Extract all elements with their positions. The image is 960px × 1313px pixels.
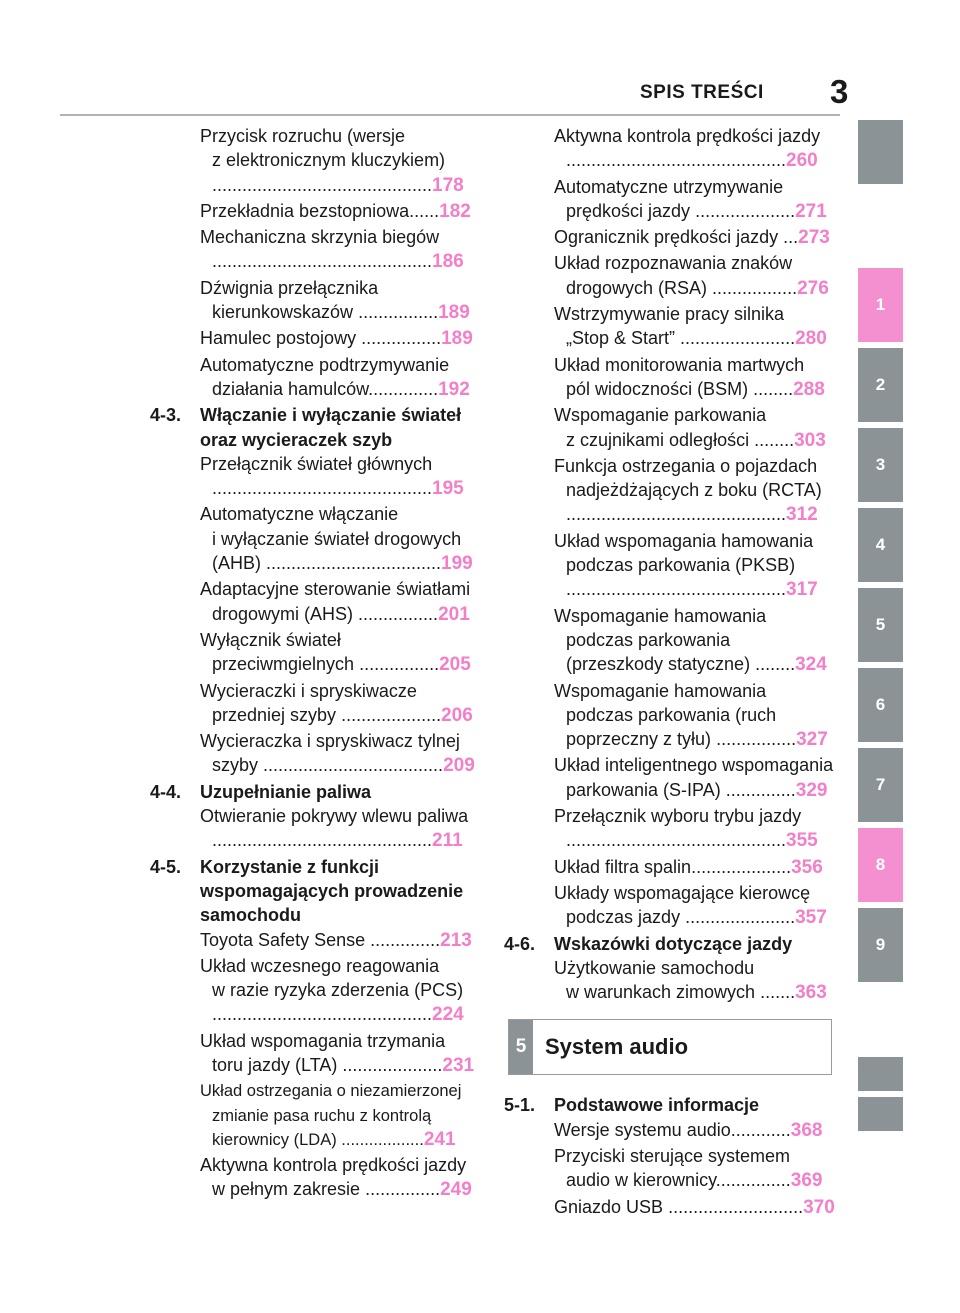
section-title-line: Włączanie i wyłączanie świateł bbox=[200, 405, 462, 426]
toc-entry[interactable] bbox=[150, 954, 476, 1028]
toc-entry-line bbox=[554, 478, 828, 502]
page-link[interactable]: 370 bbox=[803, 1196, 835, 1218]
toc-entry-line bbox=[200, 703, 476, 728]
toc-entry[interactable] bbox=[150, 1153, 476, 1203]
toc-entry-text: Gniazdo USB bbox=[554, 1196, 664, 1217]
toc-entry-text: Wycieraczka i spryskiwacz tylnej bbox=[200, 731, 460, 752]
chapter-tab-blank[interactable] bbox=[858, 1097, 903, 1131]
leader-dots: ................ bbox=[711, 729, 797, 750]
toc-entry-line bbox=[200, 377, 476, 402]
toc-entry-text: podczas parkowania (ruch bbox=[566, 704, 777, 725]
leader-dots: ........ bbox=[750, 654, 796, 675]
toc-entry-text: audio w kierownicy bbox=[566, 1170, 716, 1191]
toc-entry-line bbox=[554, 956, 828, 980]
toc-entry-line bbox=[554, 1168, 828, 1193]
toc-entry-text: Układ monitorowania martwych bbox=[554, 354, 805, 375]
leader-dots: ................ bbox=[353, 302, 439, 323]
toc-entry-line bbox=[554, 148, 828, 173]
leader-dots: ............................................ bbox=[212, 174, 433, 195]
page-link[interactable]: 273 bbox=[798, 227, 830, 249]
page-link[interactable]: 260 bbox=[786, 150, 818, 172]
toc-entry-line bbox=[200, 1029, 476, 1053]
leader-dots: .............. bbox=[720, 779, 796, 800]
toc-entry-text: Automatyczne podtrzymywanie bbox=[200, 354, 450, 375]
toc-entry-line bbox=[200, 828, 476, 853]
chapter-tab-3[interactable]: 3 bbox=[858, 428, 903, 502]
toc-entry-text: Wspomaganie hamowania bbox=[554, 605, 767, 626]
toc-entry-line bbox=[200, 1104, 476, 1128]
leader-dots: ............................................ bbox=[566, 830, 787, 851]
toc-entry[interactable] bbox=[504, 956, 828, 1006]
toc-entry-line bbox=[200, 1079, 476, 1103]
toc-entry[interactable] bbox=[504, 604, 828, 678]
page-link[interactable]: 231 bbox=[442, 1054, 475, 1076]
chapter-tab-2[interactable]: 2 bbox=[858, 348, 903, 422]
toc-entry[interactable] bbox=[504, 1195, 835, 1220]
toc-entry-line bbox=[200, 225, 476, 249]
leader-dots: ................ bbox=[353, 603, 439, 624]
toc-entry-line bbox=[554, 628, 828, 652]
header-divider bbox=[60, 114, 840, 116]
toc-entry-text: Automatyczne utrzymywanie bbox=[554, 176, 784, 197]
toc-entry-line bbox=[554, 502, 828, 527]
page-link[interactable]: 303 bbox=[794, 429, 826, 451]
section-title-line: Wskazówki dotyczące jazdy bbox=[554, 933, 793, 954]
chapter-tab-9[interactable]: 9 bbox=[858, 908, 903, 982]
page-link[interactable]: 192 bbox=[438, 378, 470, 400]
page-link[interactable]: 209 bbox=[443, 755, 475, 777]
section-box-system-audio bbox=[508, 1019, 832, 1075]
toc-entry-text: Układ rozpoznawania znaków bbox=[554, 253, 793, 274]
section-heading bbox=[504, 932, 828, 956]
toc-entry-text: Układ filtra spalin bbox=[554, 856, 692, 877]
leader-dots: ................ bbox=[356, 328, 442, 349]
section-title bbox=[554, 1093, 828, 1117]
toc-entry-text: Wstrzymywanie pracy silnika bbox=[554, 304, 785, 325]
toc-entry-text: Otwieranie pokrywy wlewu paliwa bbox=[200, 806, 469, 827]
page-link[interactable]: 189 bbox=[441, 328, 473, 350]
toc-entry-line bbox=[554, 778, 828, 803]
leader-dots: .............. bbox=[368, 378, 439, 399]
toc-entry-line bbox=[554, 1144, 828, 1168]
leader-dots: ............................................ bbox=[212, 1004, 433, 1025]
toc-entry-line bbox=[554, 604, 828, 628]
toc-entry[interactable] bbox=[150, 276, 476, 326]
toc-entry-line bbox=[200, 173, 476, 198]
leader-dots: ... bbox=[778, 227, 799, 248]
toc-entry-line bbox=[200, 300, 476, 325]
toc-entry-line bbox=[554, 1195, 835, 1220]
toc-entry-text: Wycieraczki i spryskiwacze bbox=[200, 680, 417, 701]
section-title bbox=[200, 780, 476, 804]
section-number: 4-3. bbox=[150, 405, 182, 426]
toc-entry-text: Wspomaganie parkowania bbox=[554, 405, 767, 426]
toc-entry-text: Automatyczne włączanie bbox=[200, 504, 399, 525]
toc-entry[interactable] bbox=[150, 928, 476, 953]
section-heading bbox=[504, 1093, 828, 1117]
section-title bbox=[554, 932, 828, 956]
leader-dots: ............................................ bbox=[212, 478, 433, 499]
toc-entry-text: Przełącznik wyboru trybu jazdy bbox=[554, 806, 802, 827]
page-link[interactable]: 201 bbox=[438, 603, 470, 625]
toc-entry[interactable] bbox=[150, 729, 476, 779]
chapter-tab-6[interactable]: 6 bbox=[858, 668, 903, 742]
section-number: 5-1. bbox=[504, 1095, 536, 1116]
toc-entry-line bbox=[200, 652, 476, 677]
page-link[interactable]: 312 bbox=[786, 504, 818, 526]
leader-dots: ................. bbox=[707, 277, 798, 298]
toc-entry-line bbox=[200, 1128, 476, 1152]
page-link[interactable]: 368 bbox=[790, 1119, 823, 1141]
toc-entry-line bbox=[554, 302, 828, 326]
section-title-line: Podstawowe informacje bbox=[554, 1095, 760, 1116]
toc-entry-text: drogowymi (AHS) bbox=[212, 603, 354, 624]
toc-entry-line bbox=[200, 199, 476, 224]
section-heading bbox=[150, 403, 476, 452]
toc-entry-text: Układ wspomagania trzymania bbox=[200, 1030, 446, 1051]
toc-entry-line bbox=[554, 175, 828, 199]
page-link[interactable]: 206 bbox=[441, 704, 473, 726]
leader-dots: ............ bbox=[730, 1119, 791, 1140]
toc-entry-text: Układ inteligentnego wspomagania bbox=[554, 755, 834, 776]
page-link[interactable]: 205 bbox=[439, 654, 471, 676]
toc-entry[interactable] bbox=[504, 529, 828, 603]
toc-right-column bbox=[504, 124, 835, 1221]
toc-entry-line bbox=[554, 403, 828, 427]
toc-entry-line bbox=[200, 1053, 476, 1078]
toc-entry-text: Wyłącznik świateł bbox=[200, 629, 341, 650]
toc-entry-line bbox=[554, 428, 828, 453]
toc-entry-text: Funkcja ostrzegania o pojazdach bbox=[554, 455, 818, 476]
section-number: 4-5. bbox=[150, 856, 182, 877]
section-title bbox=[200, 403, 476, 452]
leader-dots: .................... bbox=[336, 704, 442, 725]
toc-entry-text: działania hamulców bbox=[212, 378, 369, 399]
toc-entry-text: w warunkach zimowych bbox=[566, 982, 756, 1003]
section-number: 4-4. bbox=[150, 781, 182, 802]
leader-dots: ....... bbox=[755, 982, 796, 1003]
toc-entry-text: w pełnym zakresie bbox=[212, 1179, 361, 1200]
toc-entry-line bbox=[200, 602, 476, 627]
toc-entry-text: Wspomaganie hamowania bbox=[554, 680, 767, 701]
toc-entry-line bbox=[554, 703, 828, 727]
toc-entry-text: podczas parkowania (PKSB) bbox=[566, 555, 796, 576]
toc-entry-text: podczas jazdy bbox=[566, 907, 681, 928]
toc-entry-text: Dźwignia przełącznika bbox=[200, 277, 379, 298]
page-link[interactable]: 329 bbox=[795, 779, 828, 801]
toc-entry[interactable] bbox=[150, 199, 476, 224]
page-link[interactable]: 288 bbox=[793, 378, 825, 400]
toc-entry-line bbox=[554, 124, 828, 148]
toc-entry[interactable] bbox=[504, 251, 828, 301]
toc-entry-line bbox=[554, 1118, 828, 1143]
toc-entry-line bbox=[200, 628, 476, 652]
toc-entry-line bbox=[200, 276, 476, 300]
toc-entry-line bbox=[554, 652, 828, 677]
page-link[interactable]: 241 bbox=[423, 1128, 456, 1150]
leader-dots: ........................... bbox=[663, 1196, 804, 1217]
section-heading bbox=[150, 855, 476, 928]
toc-entry-text: parkowania (S-IPA) bbox=[566, 779, 721, 800]
toc-entry-line bbox=[200, 804, 476, 828]
chapter-tab-7[interactable]: 7 bbox=[858, 748, 903, 822]
page-link[interactable]: 211 bbox=[432, 830, 463, 852]
toc-entry-line bbox=[200, 753, 476, 778]
page-link[interactable]: 357 bbox=[795, 907, 827, 929]
toc-entry-text: Przekładnia bezstopniowa bbox=[200, 200, 410, 221]
chapter-title: System audio bbox=[545, 1034, 689, 1060]
page-link[interactable]: 363 bbox=[795, 982, 827, 1004]
toc-entry-text: podczas parkowania bbox=[566, 629, 731, 650]
toc-entry-line bbox=[200, 527, 476, 551]
toc-entry[interactable] bbox=[150, 452, 476, 502]
toc-entry-line bbox=[554, 679, 828, 703]
page-link[interactable]: 356 bbox=[791, 856, 823, 878]
toc-entry-text: Adaptacyjne sterowanie światłami bbox=[200, 579, 471, 600]
leader-dots: .................... bbox=[690, 200, 796, 221]
toc-entry[interactable] bbox=[150, 225, 476, 275]
toc-entry[interactable] bbox=[504, 403, 828, 453]
toc-entry-line bbox=[200, 729, 476, 753]
page-link[interactable]: 276 bbox=[797, 277, 829, 299]
toc-entry-text: przedniej szyby bbox=[212, 704, 337, 725]
chapter-tab-1[interactable]: 1 bbox=[858, 268, 903, 342]
toc-entry-line bbox=[200, 1177, 476, 1202]
toc-entry[interactable] bbox=[150, 124, 476, 198]
toc-entry[interactable] bbox=[150, 1029, 476, 1079]
toc-entry-line bbox=[554, 377, 828, 402]
toc-entry-line bbox=[554, 804, 828, 828]
toc-entry-line bbox=[200, 249, 476, 274]
toc-entry[interactable] bbox=[504, 881, 828, 931]
toc-entry-line bbox=[554, 326, 828, 351]
toc-entry-text: Ogranicznik prędkości jazdy bbox=[554, 227, 779, 248]
leader-dots: .................... bbox=[691, 856, 792, 877]
leader-dots: .................. bbox=[336, 1130, 424, 1149]
toc-entry[interactable] bbox=[504, 1118, 828, 1143]
toc-entry[interactable] bbox=[504, 454, 828, 528]
toc-entry[interactable] bbox=[504, 679, 828, 753]
toc-entry-line bbox=[200, 353, 476, 377]
leader-dots: .................................... bbox=[258, 755, 444, 776]
toc-entry-line bbox=[200, 476, 476, 501]
chapter-badge: 5 bbox=[509, 1020, 533, 1074]
toc-entry[interactable] bbox=[504, 804, 828, 854]
toc-entry-line bbox=[554, 353, 828, 377]
page-link[interactable]: 199 bbox=[441, 553, 473, 575]
toc-entry[interactable] bbox=[504, 302, 828, 352]
toc-entry[interactable] bbox=[150, 628, 476, 678]
toc-entry-text: szyby bbox=[212, 755, 259, 776]
toc-entry-line bbox=[554, 753, 834, 777]
section-title-line: oraz wycieraczek szyb bbox=[200, 429, 393, 450]
toc-entry-text: (AHB) bbox=[212, 553, 261, 574]
toc-entry-line bbox=[200, 148, 476, 172]
toc-entry-line bbox=[200, 502, 476, 526]
toc-entry-line bbox=[200, 978, 476, 1002]
page-title: SPIS TREŚCI bbox=[640, 82, 764, 103]
toc-entry[interactable] bbox=[504, 1144, 828, 1194]
page-link[interactable]: 324 bbox=[795, 654, 827, 676]
toc-entry-line bbox=[554, 881, 828, 905]
toc-entry-text: „Stop & Start” bbox=[566, 328, 676, 349]
toc-entry-line bbox=[554, 828, 828, 853]
toc-entry-line bbox=[554, 980, 828, 1005]
toc-entry-text: Toyota Safety Sense bbox=[200, 929, 366, 950]
toc-entry-line bbox=[200, 551, 476, 576]
toc-entry-text: Użytkowanie samochodu bbox=[554, 957, 755, 978]
toc-entry[interactable] bbox=[504, 855, 828, 880]
leader-dots: ........ bbox=[748, 378, 794, 399]
toc-entry[interactable] bbox=[150, 326, 476, 351]
toc-entry[interactable] bbox=[150, 502, 476, 576]
toc-entry-line bbox=[200, 954, 476, 978]
chapter-tab-4[interactable]: 4 bbox=[858, 508, 903, 582]
toc-entry-line bbox=[554, 577, 828, 602]
page-link[interactable]: 249 bbox=[440, 1179, 472, 1201]
leader-dots: ................ bbox=[354, 654, 440, 675]
toc-entry-text: i wyłączanie świateł drogowych bbox=[212, 528, 462, 549]
toc-entry-text: toru jazdy (LTA) bbox=[212, 1054, 338, 1075]
toc-entry[interactable] bbox=[504, 753, 834, 803]
section-heading bbox=[150, 780, 476, 804]
leader-dots: .............. bbox=[365, 929, 441, 950]
chapter-tab-5[interactable]: 5 bbox=[858, 588, 903, 662]
toc-entry-line bbox=[554, 199, 828, 224]
page-link[interactable]: 186 bbox=[432, 251, 464, 273]
leader-dots: ...................... bbox=[680, 907, 796, 928]
toc-entry-line bbox=[554, 529, 828, 553]
toc-entry-text: Wersje systemu audio bbox=[554, 1119, 731, 1140]
section-title bbox=[200, 855, 476, 928]
toc-entry[interactable] bbox=[150, 353, 476, 403]
page-link[interactable]: 369 bbox=[790, 1170, 823, 1192]
toc-entry-text: Przyciski sterujące systemem bbox=[554, 1145, 791, 1166]
toc-entry-text: z czujnikami odległości bbox=[566, 429, 750, 450]
toc-entry-text: Układy wspomagające kierowcę bbox=[554, 882, 811, 903]
toc-entry-line bbox=[200, 326, 476, 351]
toc-entry[interactable] bbox=[504, 175, 828, 225]
toc-entry-line bbox=[554, 855, 828, 880]
toc-entry-line bbox=[554, 553, 828, 577]
toc-entry[interactable] bbox=[504, 124, 828, 174]
toc-entry-text: Układ wczesnego reagowania bbox=[200, 955, 440, 976]
toc-entry-line bbox=[554, 454, 828, 478]
leader-dots: ............................................ bbox=[566, 504, 787, 525]
page-link[interactable]: 271 bbox=[795, 200, 827, 222]
page-link[interactable]: 213 bbox=[440, 929, 472, 951]
toc-entry-text: z elektronicznym kluczykiem) bbox=[212, 150, 446, 171]
toc-entry-line bbox=[554, 727, 828, 752]
toc-entry-text: kierownicy (LDA) bbox=[212, 1130, 337, 1149]
toc-entry[interactable] bbox=[150, 1079, 476, 1152]
leader-dots: ...... bbox=[409, 200, 440, 221]
page-link[interactable]: 195 bbox=[432, 478, 464, 500]
leader-dots: ................................... bbox=[261, 553, 442, 574]
toc-left-column bbox=[150, 124, 476, 1204]
toc-entry[interactable] bbox=[504, 353, 828, 403]
section-title-line: wspomagających prowadzenie bbox=[200, 880, 464, 901]
leader-dots: ............................................ bbox=[212, 251, 433, 272]
chapter-tab-8[interactable]: 8 bbox=[858, 828, 903, 902]
toc-entry-text: prędkości jazdy bbox=[566, 200, 691, 221]
toc-entry[interactable] bbox=[150, 804, 476, 854]
page-link[interactable]: 178 bbox=[432, 174, 464, 196]
toc-entry-line bbox=[554, 905, 828, 930]
toc-entry-text: drogowych (RSA) bbox=[566, 277, 708, 298]
toc-entry-line bbox=[200, 679, 476, 703]
toc-entry[interactable] bbox=[150, 577, 476, 627]
toc-entry-text: Układ wspomagania hamowania bbox=[554, 530, 814, 551]
toc-entry-line bbox=[200, 124, 476, 148]
page-link[interactable]: 280 bbox=[795, 328, 827, 350]
leader-dots: ............................................ bbox=[212, 830, 433, 851]
section-number: 4-6. bbox=[504, 933, 536, 954]
section-title-line: Uzupełnianie paliwa bbox=[200, 781, 372, 802]
toc-entry-line bbox=[200, 1002, 476, 1027]
leader-dots: ............................................ bbox=[566, 150, 787, 171]
toc-entry-line bbox=[200, 1153, 476, 1177]
toc-entry-text: Układ ostrzegania o niezamierzonej bbox=[200, 1082, 462, 1101]
toc-entry-line bbox=[554, 225, 828, 250]
toc-entry-text: (przeszkody statyczne) bbox=[566, 654, 751, 675]
toc-entry-text: zmianie pasa ruchu z kontrolą bbox=[212, 1106, 432, 1125]
toc-entry-text: pól widoczności (BSM) bbox=[566, 378, 749, 399]
toc-entry-text: Przycisk rozruchu (wersje bbox=[200, 126, 406, 146]
leader-dots: ............................................ bbox=[566, 579, 787, 600]
section-title-line: Korzystanie z funkcji bbox=[200, 856, 380, 877]
chapter-tab-blank[interactable] bbox=[858, 120, 903, 184]
page-link[interactable]: 317 bbox=[786, 579, 818, 601]
toc-entry-line bbox=[554, 251, 828, 275]
toc-entry-text: Przełącznik świateł głównych bbox=[200, 453, 433, 474]
toc-entry-text: Aktywna kontrola prędkości jazdy bbox=[554, 126, 821, 146]
toc-entry-text: poprzeczny z tyłu) bbox=[566, 729, 712, 750]
page-link[interactable]: 327 bbox=[796, 729, 828, 751]
toc-entry-line bbox=[554, 276, 828, 301]
chapter-tab-blank[interactable] bbox=[858, 1057, 903, 1091]
toc-entry-text: Hamulec postojowy bbox=[200, 328, 357, 349]
leader-dots: ....................... bbox=[675, 328, 796, 349]
toc-entry-line bbox=[200, 928, 476, 953]
toc-entry-text: w razie ryzyka zderzenia (PCS) bbox=[212, 980, 464, 1001]
leader-dots: .................... bbox=[337, 1054, 443, 1075]
page-link[interactable]: 189 bbox=[438, 302, 470, 324]
toc-entry[interactable] bbox=[150, 679, 476, 729]
leader-dots: ............... bbox=[715, 1170, 791, 1191]
page-link[interactable]: 224 bbox=[432, 1004, 464, 1026]
toc-entry-line bbox=[200, 577, 476, 601]
toc-entry-text: Aktywna kontrola prędkości jazdy bbox=[200, 1155, 467, 1176]
toc-entry-text: kierunkowskazów bbox=[212, 302, 354, 323]
toc-entry-text: nadjeżdżających z boku (RCTA) bbox=[566, 480, 822, 501]
leader-dots: ............... bbox=[360, 1179, 441, 1200]
page-link[interactable]: 182 bbox=[439, 200, 471, 222]
toc-entry-line bbox=[200, 452, 476, 476]
leader-dots: ........ bbox=[749, 429, 795, 450]
section-title-line: samochodu bbox=[200, 905, 302, 926]
page-number: 3 bbox=[830, 73, 849, 110]
toc-entry-text: Mechaniczna skrzynia biegów bbox=[200, 227, 440, 248]
toc-entry[interactable] bbox=[504, 225, 828, 250]
page-link[interactable]: 355 bbox=[786, 830, 818, 852]
toc-entry-text: przeciwmgielnych bbox=[212, 654, 355, 675]
